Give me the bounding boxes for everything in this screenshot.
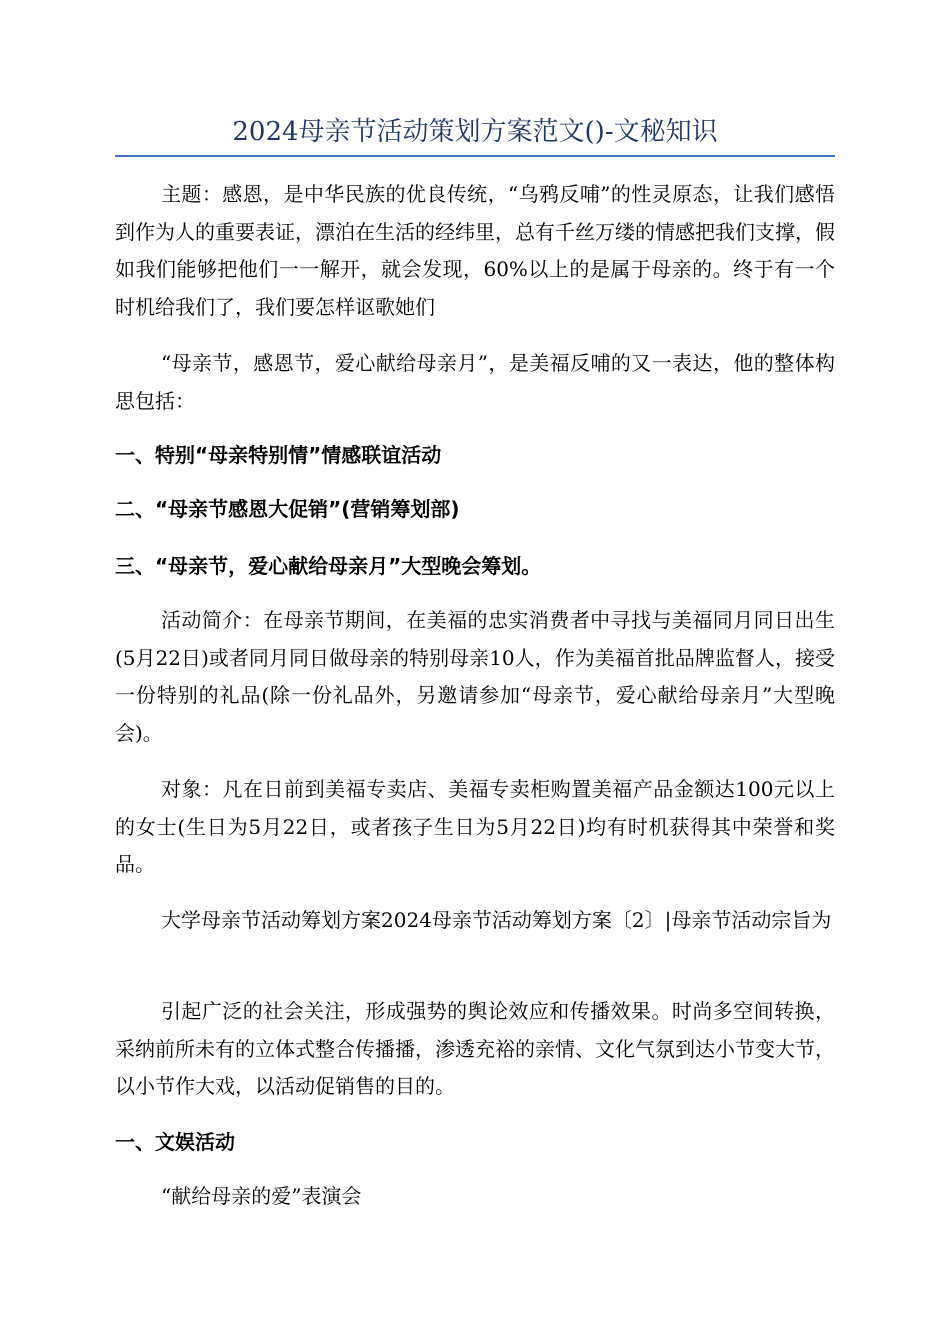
paragraph-performance: “献给母亲的爱”表演会 bbox=[161, 1184, 362, 1208]
document-title: 2024母亲节活动策划方案范文()-文秘知识 bbox=[232, 117, 718, 147]
paragraph-target: 对象：凡在日前到美福专卖店、美福专卖柜购置美福产品金额达100元以上的女士(生日为5月22日，或者孩子生日为5月22日)均有时机获得其中荣誉和奖品。 bbox=[115, 777, 835, 876]
heading-section-1: 一、特别“母亲特别情”情感联谊活动 bbox=[115, 443, 442, 467]
heading-section-3: 三、“母亲节，爱心献给母亲月”大型晚会筹划。 bbox=[115, 554, 542, 578]
paragraph-theme: 主题：感恩，是中华民族的优良传统，“乌鸦反哺”的性灵原态，让我们感悟到作为人的重要表证，漂泊在生活的经纬里，总有千丝万缕的情感把我们支撑，假如我们能够把他们一一解开，就会发现，60%以上的是属于母亲的。终于有一个时机给我们了，我们要怎样讴歌她们 bbox=[115, 182, 835, 319]
heading-entertainment: 一、文娱活动 bbox=[115, 1130, 235, 1154]
paragraph-concept: “母亲节，感恩节，爱心献给母亲月”，是美福反哺的又一表达，他的整体构思包括： bbox=[115, 351, 835, 413]
paragraph-effect: 引起广泛的社会关注，形成强势的舆论效应和传播效果。时尚多空间转换，采纳前所未有的立体式整合传播播，渗透充裕的亲情、文化气氛到达小节变大节，以小节作大戏，以活动促销售的目的。 bbox=[115, 999, 835, 1098]
heading-section-2: 二、“母亲节感恩大促销”(营销筹划部) bbox=[115, 497, 460, 521]
paragraph-purpose: 大学母亲节活动筹划方案2024母亲节活动筹划方案〔2〕|母亲节活动宗旨为 bbox=[161, 908, 832, 932]
paragraph-activity-intro: 活动简介：在母亲节期间，在美福的忠实消费者中寻找与美福同月同日出生(5月22日)或者同月同日做母亲的特别母亲10人，作为美福首批品牌监督人，接受一份特别的礼品(除一份礼品外，另邀请参加“母亲节，爱心献给母亲月”大型晚会)。 bbox=[115, 608, 835, 745]
title-underline bbox=[115, 155, 835, 157]
